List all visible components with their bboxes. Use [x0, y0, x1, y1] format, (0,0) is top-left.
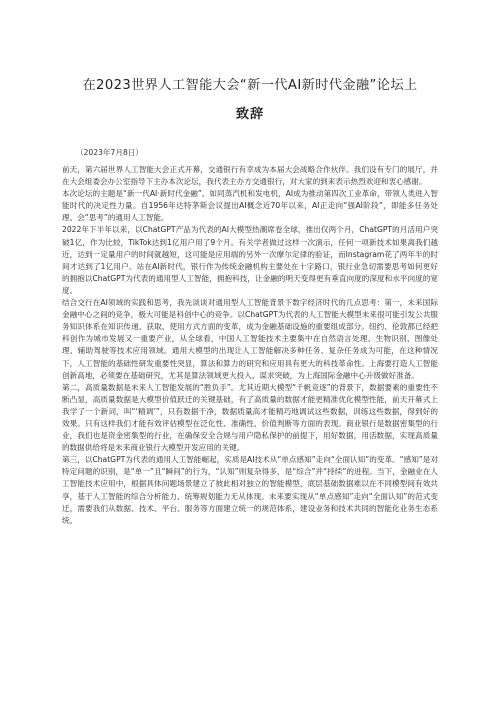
paragraph: 第二，高质量数据是未来人工智能发展的“胜负手”。尤其近期大模型“千帆竞逐”的背景下，数据要素的重要性不断凸显，高质量数据是大模型价值跃迁的关键基础，有了高质量的数据才能更精准优化模型性能，前天开幕式上我学了一个新词，叫“‘精调’”，只有数据干净，数据质量高才能精巧地调试这些数据，训练这些数据，得到好的效果。只有这样我们才能有效评估模型在泛化性、准确性、价值判断等方面的表现。商业银行是数据密集型的行业，我们也是资金密集型的行业，在确保安全合规与用户隐私保护的前提下，用好数据，用活数据，实现高质量的数据供给将是未来商业银行大模型开发应用的关键。: [62, 382, 438, 453]
document-subtitle: 致辞: [235, 107, 265, 122]
paragraph: 结合交行在AI领域的实践和思考，我先谈谈对通用型人工智能背景下数字经济时代的几点思考：第一，未来国际金融中心之间的竞争，极大可能是科创中心的竞争。以ChatGPT为代表的人工智能大模型未来很可能引发公共服务知识体系在知识传递、获取、使用方式方面的变革，成为金融基础设施的重要组成部分。纽约、伦敦都已经把科创作为城市发展又一重要产业，从全球看，中国人工智能技术主要集中在自然语言处理、生物识别、图像处理、辅助驾驶等技术应用领域。通用大模型的出现让人工智能解决多种任务、复杂任务成为可能，在这种情况下，人工智能的基础性研发重要性突显，算法和算力的研究和应用具有更大的科技革命性。上海要打造人工智能创新高地，必须要在基础研究，尤其是算法领域更大投入、谋求突破，为上海国际金融中心升级做好准备。: [62, 298, 438, 380]
paragraph: 第三，以ChatGPT为代表的通用人工智能崛起，实质是AI技术从“单点感知”走向“全面认知”的变革。“感知”是对特定问题的识别，是“单一”且“瞬间”的行为，“认知”则复杂得多，是“综合”并“持续”的进程。当下，金融业在人工智能技术应用中，根据具体问题场景建立了彼此相对独立的智能模型，底层基础数据难以在不同模型间有效共享，基于人工智能的综合分析能力、统筹规划能力无从体现。未来要实现从“单点感知”走向“全面认知”的范式变迁，需要我们从数据、技术、平台、服务等方面建立统一的规范体系，建设业务和技术共同的智能化业务生态系统。: [62, 455, 438, 525]
speech-date: （2023年7月8日）: [76, 148, 143, 157]
document-body: [62, 164, 438, 527]
paragraph: 本次论坛的主题是“新一代AI·新时代金融”。如同蒸汽机和发电机，AI成为推动第四次工业革命，带领人类进入智能时代的决定性力量。自1956年达特茅斯会议提出AI概念近70年以来，AI正走向“强AI阶段”，即能多任务处理、会“思考”的通用人工智能。: [62, 189, 438, 223]
paragraph: 2022年下半年以来，以ChatGPT产品为代表的AI大模型热潮席卷全球，推出仅两个月，ChatGPT的月活用户突破1亿，作为比较，TikTok达到1亿用户用了9个月。有关学者做过这样一次演示，任何一项新技术如果离我们越近，达到一定量用户的时间就越短，这可能是应用端的另外一次摩尔定律的验证，而Instagram花了两年半的时间才达到了1亿用户。站在AI新时代，银行作为传统金融机构主要处在十字路口，银行业急切需要思考如何更好的拥抱以ChatGPT为代表的通用型人工智能，拥抱科技，让金融的明天变得更有垂直向度的深度和水平向度的宽度。: [62, 225, 438, 295]
paragraph: 前天，第六届世界人工智能大会正式开幕，交通银行有幸成为本届大会战略合作伙伴。我们设有专门的展厅，并在大会组委会办公室指导下主办本次论坛，我代表主办方交通银行，对大家的到来表示热烈欢迎和衷心感谢。: [62, 165, 438, 187]
document-title: 在2023世界人工智能大会“新一代AI新时代金融”论坛上: [82, 78, 418, 93]
